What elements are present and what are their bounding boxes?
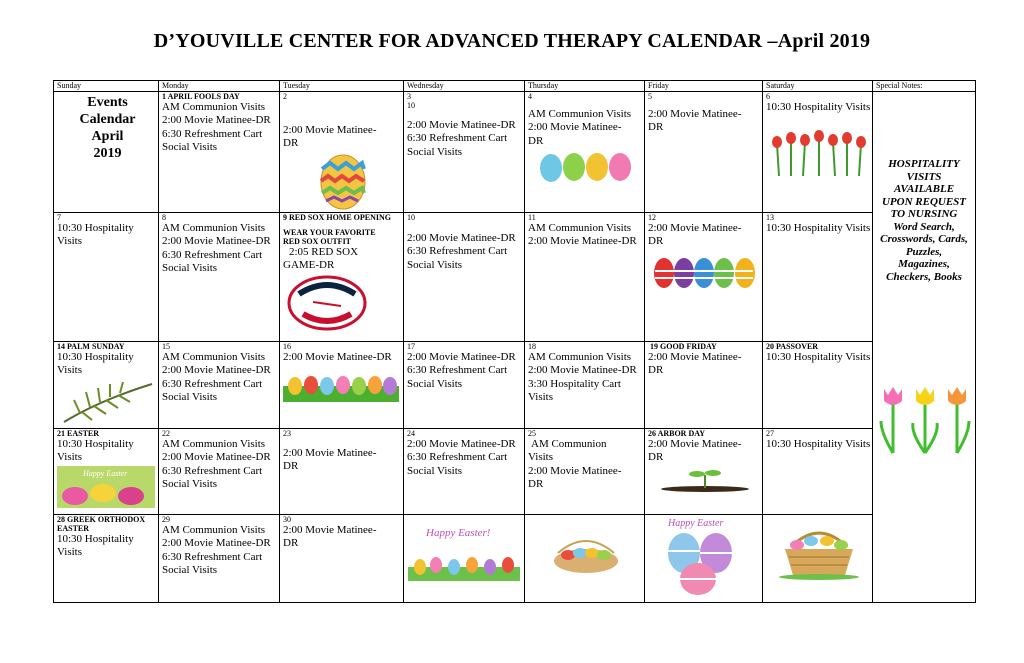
day-cell-apr-11 (525, 213, 645, 342)
header-saturday: Saturday (763, 81, 873, 92)
event-item: 2:00 Movie Matinee-DR (528, 235, 637, 248)
red-sox-logo-icon (285, 274, 369, 332)
day-number: 4 (528, 92, 532, 101)
day-cell-apr-6 (763, 92, 873, 213)
tulip-card-icon (57, 466, 155, 508)
header-thursday: Thursday (525, 81, 645, 92)
event-item: 2:00 Movie Matinee-DR (283, 124, 377, 150)
event-item: 2:00 Movie Matinee-DR (648, 108, 742, 134)
day-number: 25 (528, 429, 536, 438)
day-cell-apr-15 (159, 342, 280, 429)
day-number: 3 (407, 92, 411, 101)
happy-easter-card (57, 466, 155, 508)
art-greeting: Happy Easter (668, 518, 724, 529)
day-cell-apr-17 (404, 342, 525, 429)
event-item: 2:00 Movie Matinee-DR (162, 114, 271, 127)
events-title-line: April (91, 129, 124, 144)
events-calendar-label (54, 92, 159, 213)
empty-cell-egg-basket (525, 515, 645, 603)
day-number-secondary: 10 (407, 101, 415, 110)
day-number: 16 (283, 342, 291, 351)
day-number: 23 (283, 429, 291, 438)
day-number: 2 (283, 92, 287, 101)
event-item: 2:00 Movie Matinee-DR (162, 364, 271, 377)
event-item: 6:30 Refreshment Cart (162, 550, 263, 563)
header-special-notes: Special Notes: (873, 81, 976, 92)
header-friday: Friday (645, 81, 763, 92)
event-item: 2:00 Movie Matinee-DR (283, 447, 377, 473)
day-number: 11 (528, 213, 536, 222)
day-cell-apr-22 (159, 429, 280, 515)
event-item: 10:30 Hospitality Visits (766, 101, 871, 113)
day-cell-apr-8 (159, 213, 280, 342)
day-cell-apr-28 (54, 515, 159, 603)
event-item: AM Communion Visits (162, 222, 266, 234)
event-item: 2:00 Movie Matinee-DR (283, 351, 392, 363)
day-number: 8 (162, 213, 166, 222)
day-cell-apr-24 (404, 429, 525, 515)
empty-cell-easter-basket (763, 515, 873, 603)
event-item: 6:30 Refreshment Cart (407, 451, 508, 464)
holiday-label: PASSOVER (776, 342, 819, 351)
easter-basket-icon (771, 519, 867, 581)
day-number: 17 (407, 342, 415, 351)
happy-easter-banner (408, 527, 520, 583)
holiday-label: ARBOR DAY (657, 429, 706, 438)
day-number: 12 (648, 213, 656, 222)
holiday-label: GOOD FRIDAY (660, 342, 717, 351)
event-item: 6:30 Refreshment Cart (162, 127, 263, 140)
holiday-label: APRIL FOOLS DAY (167, 92, 240, 101)
day-cell-apr-30 (280, 515, 404, 603)
event-item: Social Visits (407, 377, 463, 390)
day-number: 28 (57, 515, 65, 524)
event-item: 10:30 Hospitality Visits (766, 438, 871, 450)
event-item: 10:30 Hospitality Visits (57, 533, 134, 559)
day-cell-apr-16 (280, 342, 404, 429)
event-item: 10:30 Hospitality Visits (766, 351, 871, 363)
day-cell-apr-9 (280, 213, 404, 342)
special-notes-cell (873, 92, 976, 603)
seedling-icon (657, 465, 753, 495)
day-number: 13 (766, 213, 774, 222)
day-cell-apr-21 (54, 429, 159, 515)
header-wednesday: Wednesday (404, 81, 525, 92)
event-item: AM Communion Visits (528, 222, 632, 234)
event-item: 2:00 Movie Matinee-DR (528, 464, 622, 491)
day-number: 18 (528, 342, 536, 351)
day-number: 10 (407, 213, 415, 222)
tulips-icon (769, 130, 869, 178)
week-row-3 (54, 342, 976, 429)
event-item: AM Communion Visits (528, 438, 607, 464)
event-item: 6:30 Refreshment Cart (162, 248, 263, 261)
empty-cell-easter-eggs (645, 515, 763, 603)
day-cell-apr-25 (525, 429, 645, 515)
day-cell-apr-1 (159, 92, 280, 213)
event-item: AM Communion Visits (162, 438, 266, 450)
event-item: 2:00 Movie Matinee-DR (528, 121, 622, 147)
event-item: 2:05 RED SOX GAME-DR (283, 246, 359, 272)
day-number: 19 (650, 342, 658, 351)
events-title-line: 2019 (93, 146, 122, 161)
day-cell-apr-27 (763, 429, 873, 515)
easter-eggs-row-icon (536, 150, 636, 184)
day-number: 26 (648, 429, 656, 438)
event-item: AM Communion Visits (528, 351, 632, 363)
header-sunday: Sunday (54, 81, 159, 92)
day-number: 14 (57, 342, 65, 351)
day-number: 5 (648, 92, 652, 101)
event-item: 6:30 Refreshment Cart (407, 245, 508, 258)
day-cell-apr-10 (404, 213, 525, 342)
event-item: 6:30 Refreshment Cart (162, 464, 263, 477)
week-row-5 (54, 515, 976, 603)
event-item: 2:00 Movie Matinee-DR (407, 119, 516, 131)
easter-eggs-art (654, 517, 754, 599)
day-number: 6 (766, 92, 770, 101)
eggs-and-grass-icon (408, 527, 520, 583)
day-number: 29 (162, 515, 170, 524)
event-item: 2:00 Movie Matinee-DR (407, 351, 516, 363)
week-row-2 (54, 213, 976, 342)
day-cell-apr-18 (525, 342, 645, 429)
event-item: AM Communion Visits (162, 524, 266, 536)
day-number: 21 (57, 429, 65, 438)
day-cell-apr-3 (404, 92, 525, 213)
event-item: 10:30 Hospitality Visits (57, 351, 134, 377)
header-tuesday: Tuesday (280, 81, 404, 92)
day-number: 24 (407, 429, 415, 438)
day-number: 20 (766, 342, 774, 351)
painted-eggs-icon (654, 517, 754, 599)
special-notes-text: HOSPITALITY VISITS AVAILABLE UPON REQUEST TO NURSING Word Search, Crosswords, Cards, Puzzles, Magazines, Checkers, Books (880, 158, 968, 283)
day-number: 9 (283, 213, 287, 222)
day-cell-apr-20 (763, 342, 873, 429)
week-row-4 (54, 429, 976, 515)
banner-greeting: Happy Easter! (426, 527, 491, 539)
event-item: 2:00 Movie Matinee-DR (648, 222, 742, 248)
event-item: AM Communion Visits (162, 351, 266, 363)
event-item: 10:30 Hospitality Visits (57, 438, 134, 464)
day-cell-apr-5 (645, 92, 763, 213)
tulips-illustration-icon (877, 383, 972, 455)
header-monday: Monday (159, 81, 280, 92)
event-item: 6:30 Refreshment Cart (407, 132, 508, 145)
event-item: 2:00 Movie Matinee-DR (283, 524, 377, 550)
event-item: 6:30 Refreshment Cart (407, 364, 508, 377)
event-item: Social Visits (162, 564, 218, 577)
easter-egg-icon (318, 153, 368, 211)
day-cell-apr-2 (280, 92, 404, 213)
event-item: Social Visits (407, 464, 463, 477)
empty-cell-happy-easter (404, 515, 525, 603)
event-item: Social Visits (407, 258, 463, 271)
event-item: 3:30 Hospitality Cart Visits (528, 377, 621, 404)
event-item: 10:30 Hospitality Visits (766, 222, 871, 234)
event-item: Social Visits (162, 478, 218, 491)
day-number: 1 (162, 92, 166, 101)
event-item: Social Visits (407, 145, 463, 158)
holiday-label: PALM SUNDAY (67, 342, 125, 351)
event-item: 2:00 Movie Matinee-DR (162, 537, 271, 550)
day-cell-apr-12 (645, 213, 763, 342)
day-number: 7 (57, 213, 61, 222)
event-item: 2:00 Movie Matinee-DR (528, 364, 637, 377)
calendar-title: D’YOUVILLE CENTER FOR ADVANCED THERAPY CALENDAR –April 2019 (153, 30, 871, 52)
day-cell-apr-4 (525, 92, 645, 213)
event-item: 2:00 Movie Matinee-DR (162, 451, 271, 464)
event-item: 2:00 Movie Matinee-DR (407, 438, 516, 450)
day-cell-apr-23 (280, 429, 404, 515)
calendar-grid (53, 80, 976, 603)
day-number: 27 (766, 429, 774, 438)
note-label: WEAR YOUR FAVORITE RED SOX OUTFIT (283, 228, 376, 246)
card-greeting: Happy Easter (83, 468, 128, 478)
holiday-label: EASTER (67, 429, 100, 438)
decorated-eggs-icon (653, 253, 757, 291)
day-number: 22 (162, 429, 170, 438)
eggs-in-grass-icon (283, 366, 399, 402)
weekday-header-row (54, 81, 976, 92)
palm-leaf-icon (60, 380, 156, 424)
event-item: 2:00 Movie Matinee-DR (648, 351, 742, 377)
day-cell-apr-26 (645, 429, 763, 515)
event-item: 2:00 Movie Matinee-DR (648, 438, 742, 464)
event-item: AM Communion Visits (162, 101, 266, 113)
day-cell-apr-7 (54, 213, 159, 342)
event-item: Social Visits (162, 262, 218, 275)
event-item: 6:30 Refreshment Cart (162, 377, 263, 390)
week-row-1 (54, 92, 976, 213)
day-cell-apr-13 (763, 213, 873, 342)
day-cell-apr-29 (159, 515, 280, 603)
events-title-line: Calendar (79, 112, 136, 127)
event-item: Social Visits (162, 391, 218, 404)
events-title-line: Events (87, 95, 128, 110)
day-number: 30 (283, 515, 291, 524)
egg-basket-icon (546, 531, 626, 577)
event-item: 10:30 Hospitality Visits (57, 222, 134, 248)
holiday-label: GREEK ORTHODOX EASTER (57, 515, 146, 533)
event-item: 2:00 Movie Matinee-DR (407, 232, 516, 244)
day-cell-apr-14 (54, 342, 159, 429)
event-item: 2:00 Movie Matinee-DR (162, 235, 271, 248)
day-cell-apr-19 (645, 342, 763, 429)
day-number: 15 (162, 342, 170, 351)
holiday-label: RED SOX HOME OPENING (289, 213, 392, 222)
event-item: Social Visits (162, 141, 218, 154)
event-item: AM Communion Visits (528, 108, 632, 120)
